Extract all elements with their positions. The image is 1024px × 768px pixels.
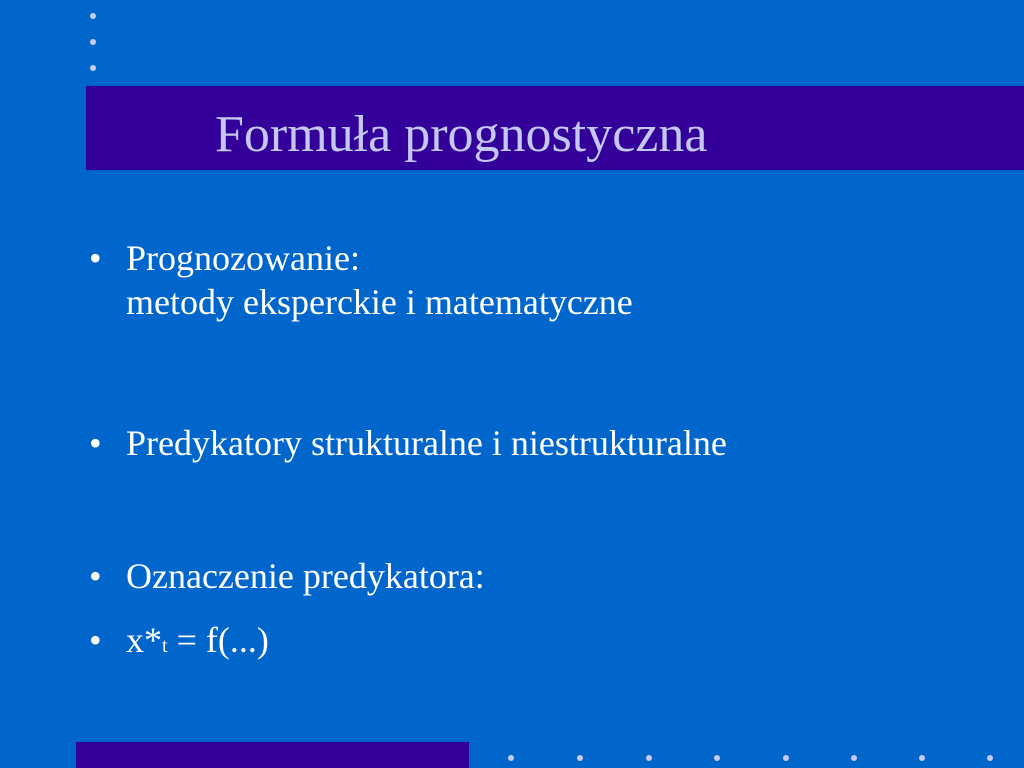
decorative-dot (577, 755, 583, 761)
formula (126, 618, 269, 668)
bullet-line: Prognozowanie: (126, 238, 360, 278)
bottom-band (76, 742, 469, 768)
decorative-dot (508, 755, 514, 761)
decorative-dot (919, 755, 925, 761)
bullet-text (126, 236, 633, 324)
bullet-mark: • (89, 620, 102, 660)
decorative-dot (90, 13, 96, 19)
decorative-dot (646, 755, 652, 761)
bullet-text: Oznaczenie predykatora: (126, 556, 485, 596)
slide-title: Formuła prognostyczna (215, 106, 708, 163)
decorative-dot (783, 755, 789, 761)
decorative-dot (90, 65, 96, 71)
decorative-dot (987, 755, 993, 761)
formula-tail: = f(...) (167, 620, 269, 660)
formula-subscript: t (162, 635, 168, 657)
bullet-line: metody eksperckie i matematyczne (126, 282, 633, 322)
decorative-dot (851, 755, 857, 761)
decorative-dot (90, 39, 96, 45)
decorative-dot (714, 755, 720, 761)
bullet-mark: • (89, 238, 102, 278)
formula-variable: x* (126, 620, 162, 660)
bullet-mark: • (89, 423, 102, 463)
bullet-mark: • (89, 556, 102, 596)
bullet-text: Predykatory strukturalne i niestrukturalne (126, 423, 727, 463)
